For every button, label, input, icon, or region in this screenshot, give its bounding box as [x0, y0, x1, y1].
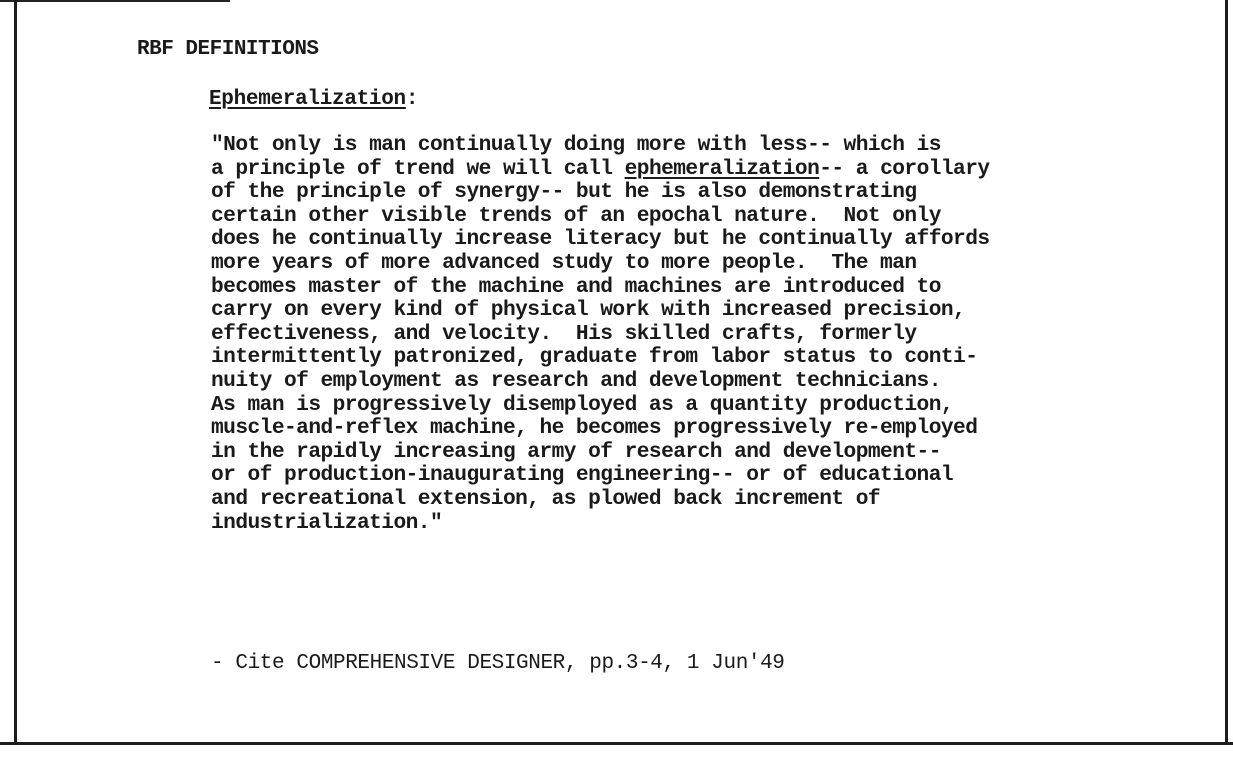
quote-line: becomes master of the machine and machines are introduced to: [211, 274, 941, 299]
quote-line: and recreational extension, as plowed back increment of: [211, 486, 881, 511]
card-border-left: [14, 0, 17, 775]
card-border-top-stub: [0, 0, 230, 2]
definition-term-colon: :: [405, 88, 419, 111]
quote-line: "Not only is man continually doing more with less-- which is: [211, 133, 941, 157]
quote-line: carry on every kind of physical work with increased precision,: [211, 298, 966, 323]
quote-line: or of production-inaugurating engineering-- or of educational: [211, 463, 954, 488]
quote-line: As man is progressively disemployed as a quantity production,: [211, 392, 954, 417]
quote-line: effectiveness, and velocity. His skilled crafts, formerly: [211, 321, 917, 346]
quote-line: does he continually increase literacy but he continually affords: [211, 227, 990, 252]
definition-term-label: Ephemeralization: [209, 88, 406, 111]
lower-card-stub: [0, 745, 1233, 775]
quote-line: more years of more advanced study to more people. The man: [211, 250, 917, 275]
quote-line: [211, 158, 1221, 182]
quote-line: certain other visible trends of an epochal nature. Not only: [211, 203, 941, 228]
quote-line: intermittently patronized, graduate from labor status to conti-: [211, 345, 978, 370]
quote-line: of the principle of synergy-- but he is also demonstrating: [211, 180, 917, 205]
quote-underlined-term: ephemeralization: [624, 156, 820, 181]
document-heading: RBF DEFINITIONS: [137, 38, 319, 61]
definition-quote: [211, 134, 1221, 535]
quote-line-text: -- a corollary: [819, 156, 990, 181]
definition-term: [209, 88, 418, 111]
citation: - Cite COMPREHENSIVE DESIGNER, pp.3-4, 1 Jun'49: [211, 652, 785, 675]
card-border-right: [1225, 0, 1228, 775]
quote-line: industrialization.": [211, 510, 443, 535]
quote-line: in the rapidly increasing army of research and development--: [211, 439, 941, 464]
quote-line: muscle-and-reflex machine, he becomes progressively re-employed: [211, 416, 978, 441]
quote-line: nuity of employment as research and development technicians.: [211, 368, 941, 393]
quote-line-text: a principle of trend we will call: [211, 156, 625, 181]
